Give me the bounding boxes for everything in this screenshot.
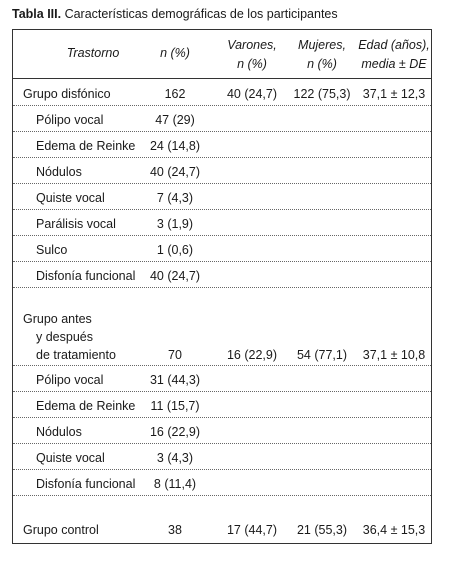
header-edad: Edad (años), media ± DE [358,38,430,71]
table-row: Grupo control 38 17 (44,7) 21 (55,3) 36,4 ± 15,3 [23,523,426,537]
table-row: Quiste vocal 3 (4,3) [13,444,431,470]
table-row: Grupo antes y después de tratamiento 70 16 (22,9) 54 (77,1) 37,1 ± 10,8 [13,308,431,366]
header-n: n (%) [160,46,190,60]
header-trastorno: Trastorno [66,46,120,60]
header-varones: Varones, n (%) [227,38,277,71]
table-row: Sulco 1 (0,6) [13,236,431,262]
table-caption [12,7,338,21]
header-divider [13,78,431,79]
demographics-table [12,29,432,544]
table-row: Grupo disfónico 162 40 (24,7) 122 (75,3) 37,1 ± 12,3 [13,82,431,106]
table-row: Edema de Reinke 11 (15,7) [13,392,431,418]
table-number: Tabla III. [12,7,62,21]
table-row: Disfonía funcional 40 (24,7) [13,262,431,288]
table-row: Parálisis vocal 3 (1,9) [13,210,431,236]
table-row: Pólipo vocal 31 (44,3) [13,366,431,392]
table-row: Edema de Reinke 24 (14,8) [13,132,431,158]
header-mujeres: Mujeres, n (%) [298,38,346,71]
table-row: Nódulos 16 (22,9) [13,418,431,444]
table-row: Pólipo vocal 47 (29) [13,106,431,132]
table-title: Características demográficas de los participantes [64,7,338,21]
table-row: Nódulos 40 (24,7) [13,158,431,184]
table-row: Disfonía funcional 8 (11,4) [13,470,431,496]
table-row: Quiste vocal 7 (4,3) [13,184,431,210]
